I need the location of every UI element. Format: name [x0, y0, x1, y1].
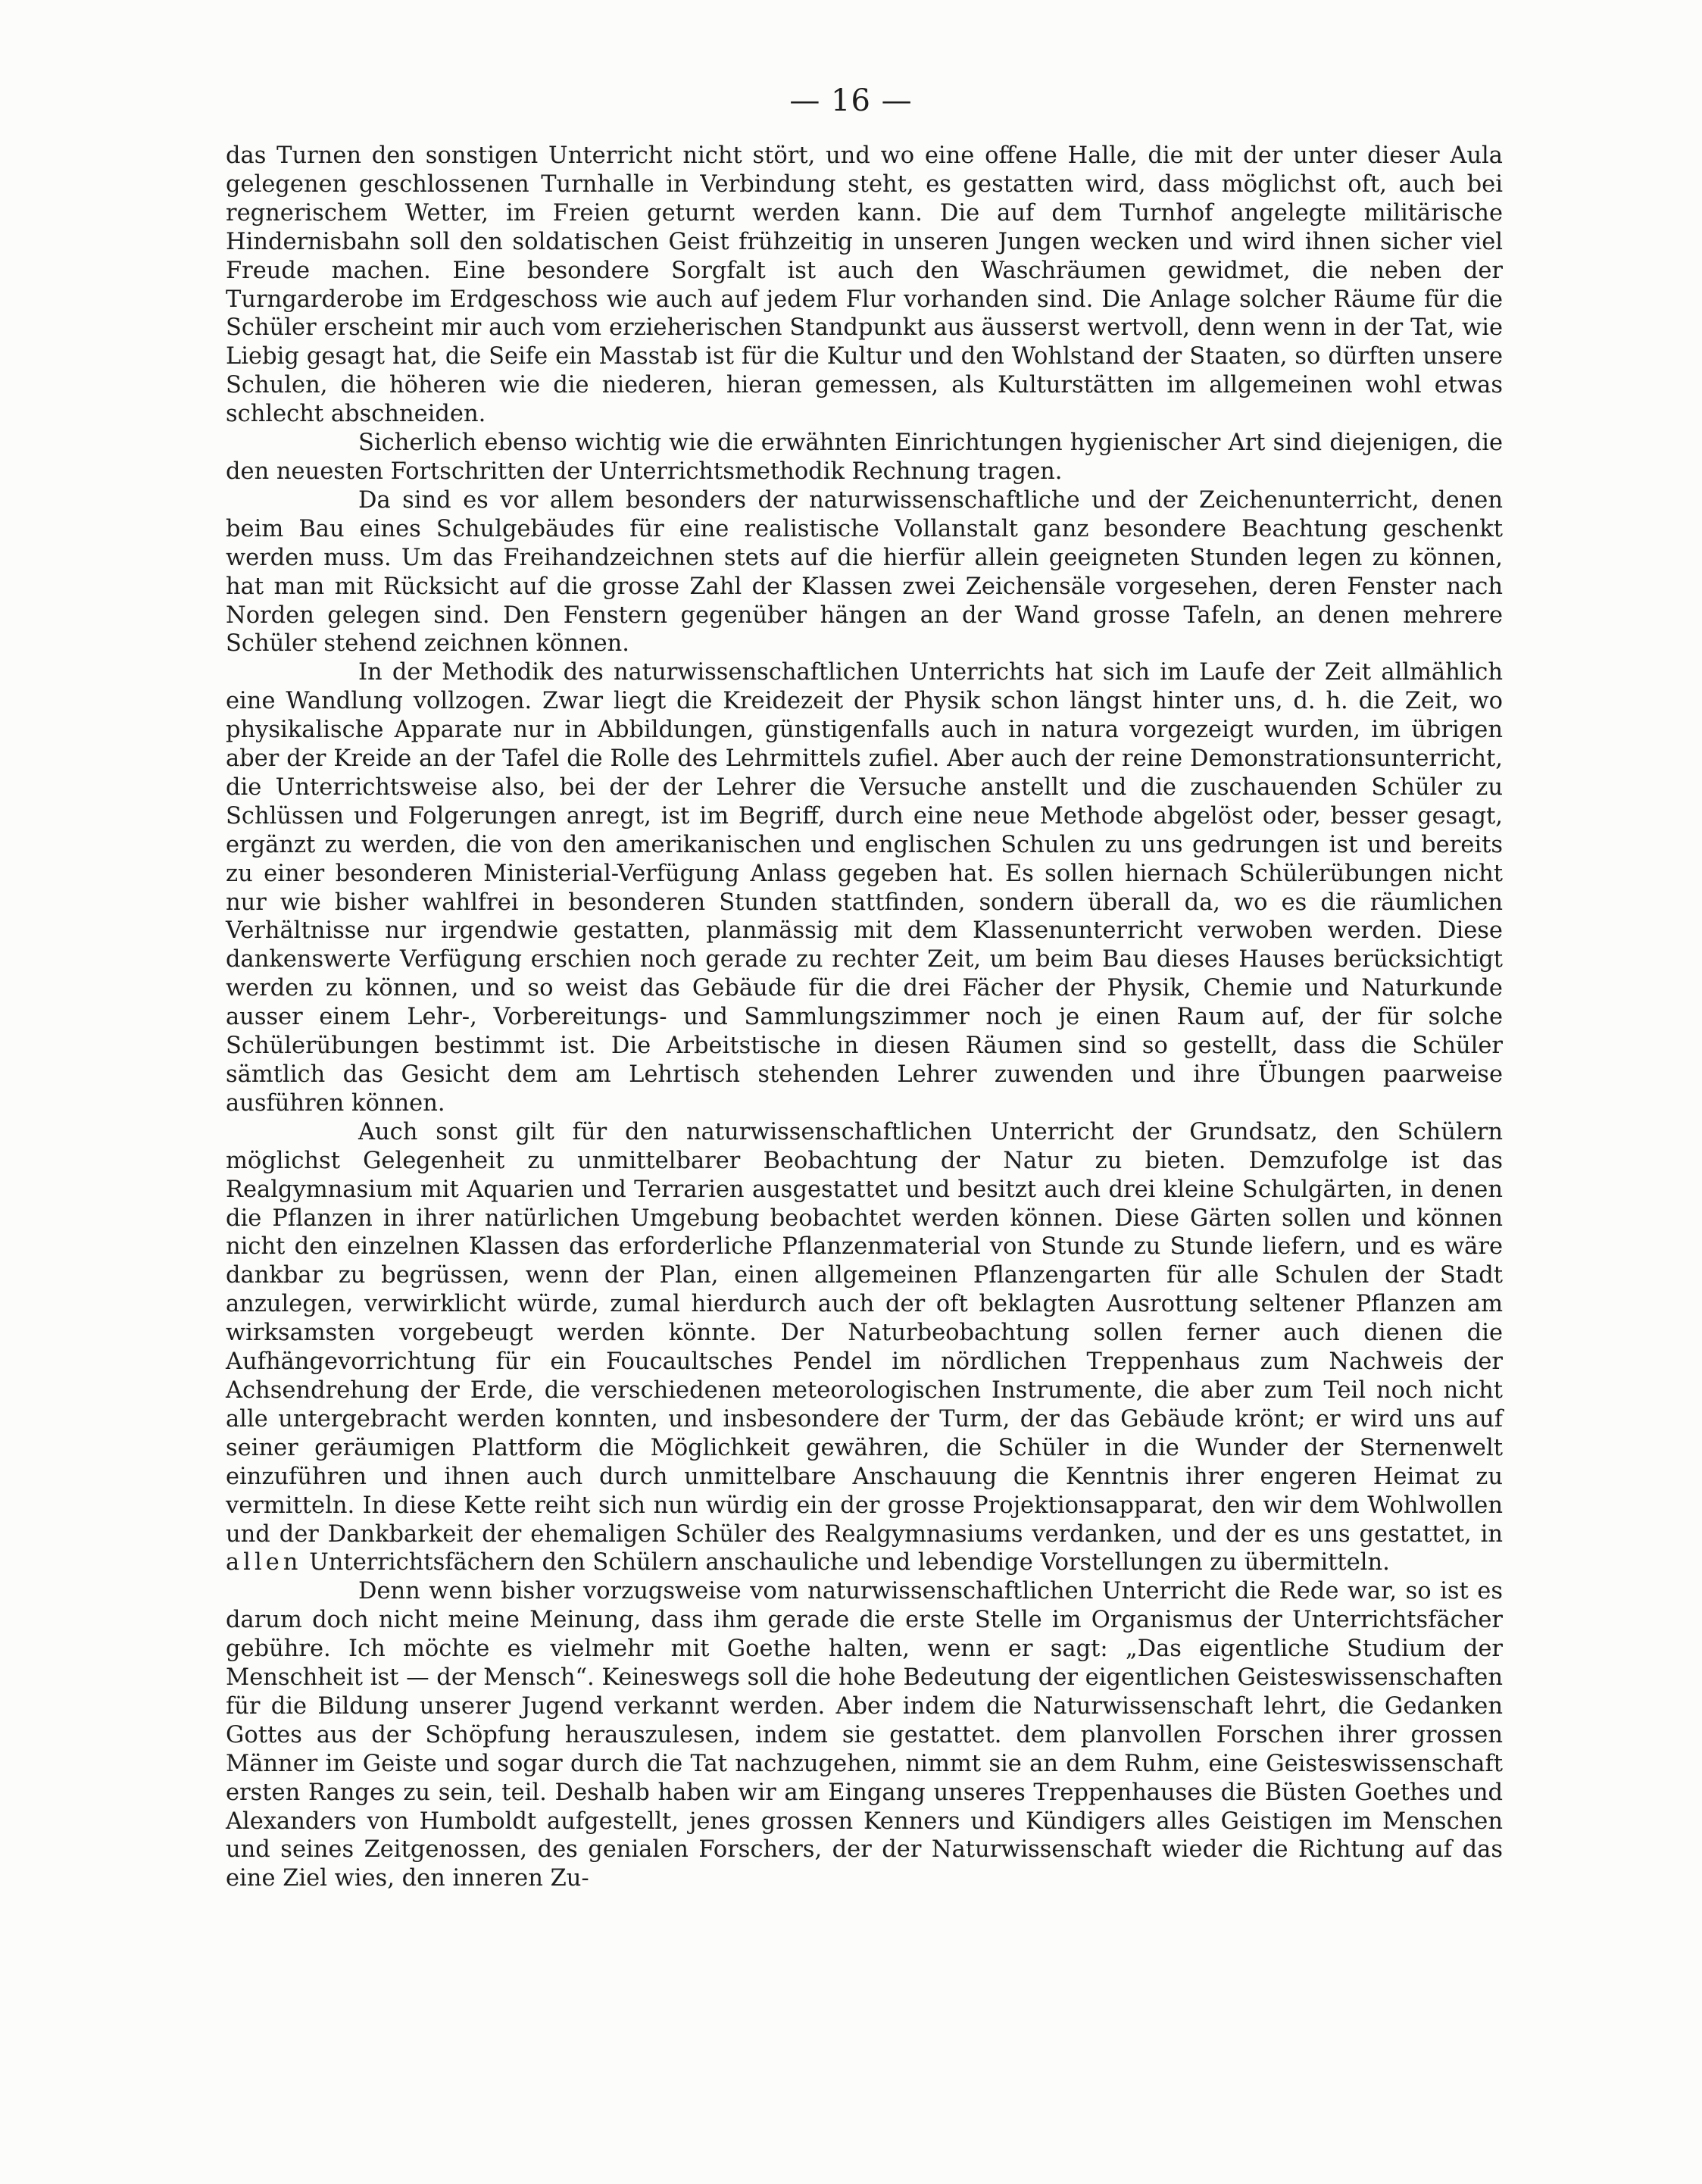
emphasized-word: allen [226, 1549, 302, 1576]
body-text [226, 142, 1503, 1893]
paragraph-1: das Turnen den sonstigen Unterricht nicht stört, und wo eine offene Halle, die mit der unter dieser Aula gelegenen geschlossenen Turnhalle in Verbindung steht, es gestatten wird, dass möglichst oft, auch bei regnerischem Wetter, im Freien geturnt werden kann. Die auf dem Turnhof angelegte militärische Hindernisbahn soll den soldatischen Geist frühzeitig in unseren Jungen wecken und wird ihnen sicher viel Freude machen. Eine besondere Sorgfalt ist auch den Waschräumen gewidmet, die neben der Turngarderobe im Erdgeschoss wie auch auf jedem Flur vorhanden sind. Die Anlage solcher Räume für die Schüler erscheint mir auch vom erzieherischen Standpunkt aus äusserst wertvoll, denn wenn in der Tat, wie Liebig gesagt hat, die Seife ein Masstab ist für die Kultur und den Wohlstand der Staaten, so dürften unsere Schulen, die höheren wie die niederen, hieran gemessen, als Kulturstätten im allgemeinen wohl etwas schlecht abschneiden. [226, 142, 1503, 428]
paragraph-4: In der Methodik des naturwissenschaftlichen Unterrichts hat sich im Laufe der Zeit allmählich eine Wandlung vollzogen. Zwar liegt die Kreidezeit der Physik schon längst hinter uns, d. h. die Zeit, wo physikalische Apparate nur in Abbildungen, günstigenfalls auch in natura vorgezeigt wurden, im übrigen aber der Kreide an der Tafel die Rolle des Lehrmittels zufiel. Aber auch der reine Demonstrationsunterricht, die Unterrichtsweise also, bei der der Lehrer die Versuche anstellt und die zuschauenden Schüler zu Schlüssen und Folgerungen anregt, ist im Begriff, durch eine neue Methode abgelöst oder, besser gesagt, ergänzt zu werden, die von den amerikanischen und englischen Schulen zu uns gedrungen ist und bereits zu einer besonderen Ministerial-Verfügung Anlass gegeben hat. Es sollen hiernach Schülerübungen nicht nur wie bisher wahlfrei in besonderen Stunden stattfinden, sondern überall da, wo es die räumlichen Verhältnisse nur irgendwie gestatten, planmässig mit dem Klassenunterricht verwoben werden. Diese dankenswerte Verfügung erschien noch gerade zu rechter Zeit, um beim Bau dieses Hauses berücksichtigt werden zu können, und so weist das Gebäude für die drei Fächer der Physik, Chemie und Naturkunde ausser einem Lehr-, Vorbereitungs- und Sammlungszimmer noch je einen Raum auf, der für solche Schülerübungen bestimmt ist. Die Arbeitstische in diesen Räumen sind so gestellt, dass die Schüler sämtlich das Gesicht dem am Lehrtisch stehenden Lehrer zuwenden und ihre Übungen paarweise ausführen können. [226, 659, 1503, 1117]
paragraph-5-text: Auch sonst gilt für den naturwissenschaftlichen Unterricht der Grundsatz, den Schülern möglichst Gelegenheit zu unmittelbarer Beobachtung der Natur zu bieten. Demzufolge ist das Realgymnasium mit Aquarien und Terrarien ausgestattet und besitzt auch drei kleine Schulgärten, in denen die Pflanzen in ihrer natürlichen Umgebung beobachtet werden können. Diese Gärten sollen und können nicht den einzelnen Klassen das erforderliche Pflanzenmaterial von Stunde zu Stunde liefern, und es wäre dankbar zu begrüssen, wenn der Plan, einen allgemeinen Pflanzengarten für alle Schulen der Stadt anzulegen, verwirklicht würde, zumal hierdurch auch der oft beklagten Ausrottung seltener Pflanzen am wirksamsten vorgebeugt werden könnte. Der Naturbeobachtung sollen ferner auch dienen die Aufhängevorrichtung für ein Foucaultsches Pendel im nördlichen Treppenhaus zum Nachweis der Achsendrehung der Erde, die verschiedenen meteorologischen Instrumente, die aber zum Teil noch nicht alle untergebracht werden konnten, und insbesondere der Turm, der das Gebäude krönt; er wird uns auf seiner geräumigen Plattform die Möglichkeit gewähren, die Schüler in die Wunder der Sternenwelt einzuführen und ihnen auch durch unmittelbare Anschauung die Kenntnis ihrer engeren Heimat zu vermitteln. In diese Kette reiht sich nun würdig ein der grosse Projektionsapparat, den wir dem Wohlwollen und der Dankbarkeit der ehemaligen Schüler des Realgymnasiums verdanken, und der es uns gestattet, in [226, 1118, 1503, 1548]
paragraph-2: Sicherlich ebenso wichtig wie die erwähnten Einrichtungen hygienischer Art sind diejenigen, die den neuesten Fortschritten der Unterrichtsmethodik Rechnung tragen. [226, 430, 1503, 485]
paragraph-3: Da sind es vor allem besonders der naturwissenschaftliche und der Zeichenunterricht, denen beim Bau eines Schulgebäudes für eine realistische Vollanstalt ganz besondere Beachtung geschenkt werden muss. Um das Freihandzeichnen stets auf die hierfür allein geeigneten Stunden legen zu können, hat man mit Rücksicht auf die grosse Zahl der Klassen zwei Zeichensäle vorgesehen, deren Fenster nach Norden gelegen sind. Den Fenstern gegenüber hängen an der Wand grosse Tafeln, an denen mehrere Schüler stehend zeichnen können. [226, 486, 1503, 658]
paragraph-5 [226, 1118, 1503, 1578]
paragraph-6: Denn wenn bisher vorzugsweise vom naturwissenschaftlichen Unterricht die Rede war, so ist es darum doch nicht meine Meinung, dass ihm gerade die erste Stelle im Organismus der Unterrichtsfächer gebühre. Ich möchte es vielmehr mit Goethe halten, wenn er sagt: „Das eigentliche Studium der Menschheit ist — der Mensch“. Keineswegs soll die hohe Bedeutung der eigentlichen Geisteswissenschaften für die Bildung unserer Jugend verkannt werden. Aber indem die Naturwissenschaft lehrt, die Gedanken Gottes aus der Schöpfung herauszulesen, indem sie gestattet. dem planvollen Forschen ihrer grossen Männer im Geiste und sogar durch die Tat nachzugehen, nimmt sie an dem Ruhm, eine Geisteswissenschaft ersten Ranges zu sein, teil. Deshalb haben wir am Eingang unseres Treppenhauses die Büsten Goethes und Alexanders von Humboldt aufgestellt, jenes grossen Kenners und Kündigers alles Geistigen im Menschen und seines Zeitgenossen, des genialen Forschers, der der Naturwissenschaft wieder die Richtung auf das eine Ziel wies, den inneren Zu- [226, 1578, 1503, 1892]
paragraph-5-text-end: Unterrichtsfächern den Schülern anschauliche und lebendige Vorstellungen zu übermitteln. [309, 1549, 1390, 1576]
page-number: — 16 — [789, 83, 913, 118]
